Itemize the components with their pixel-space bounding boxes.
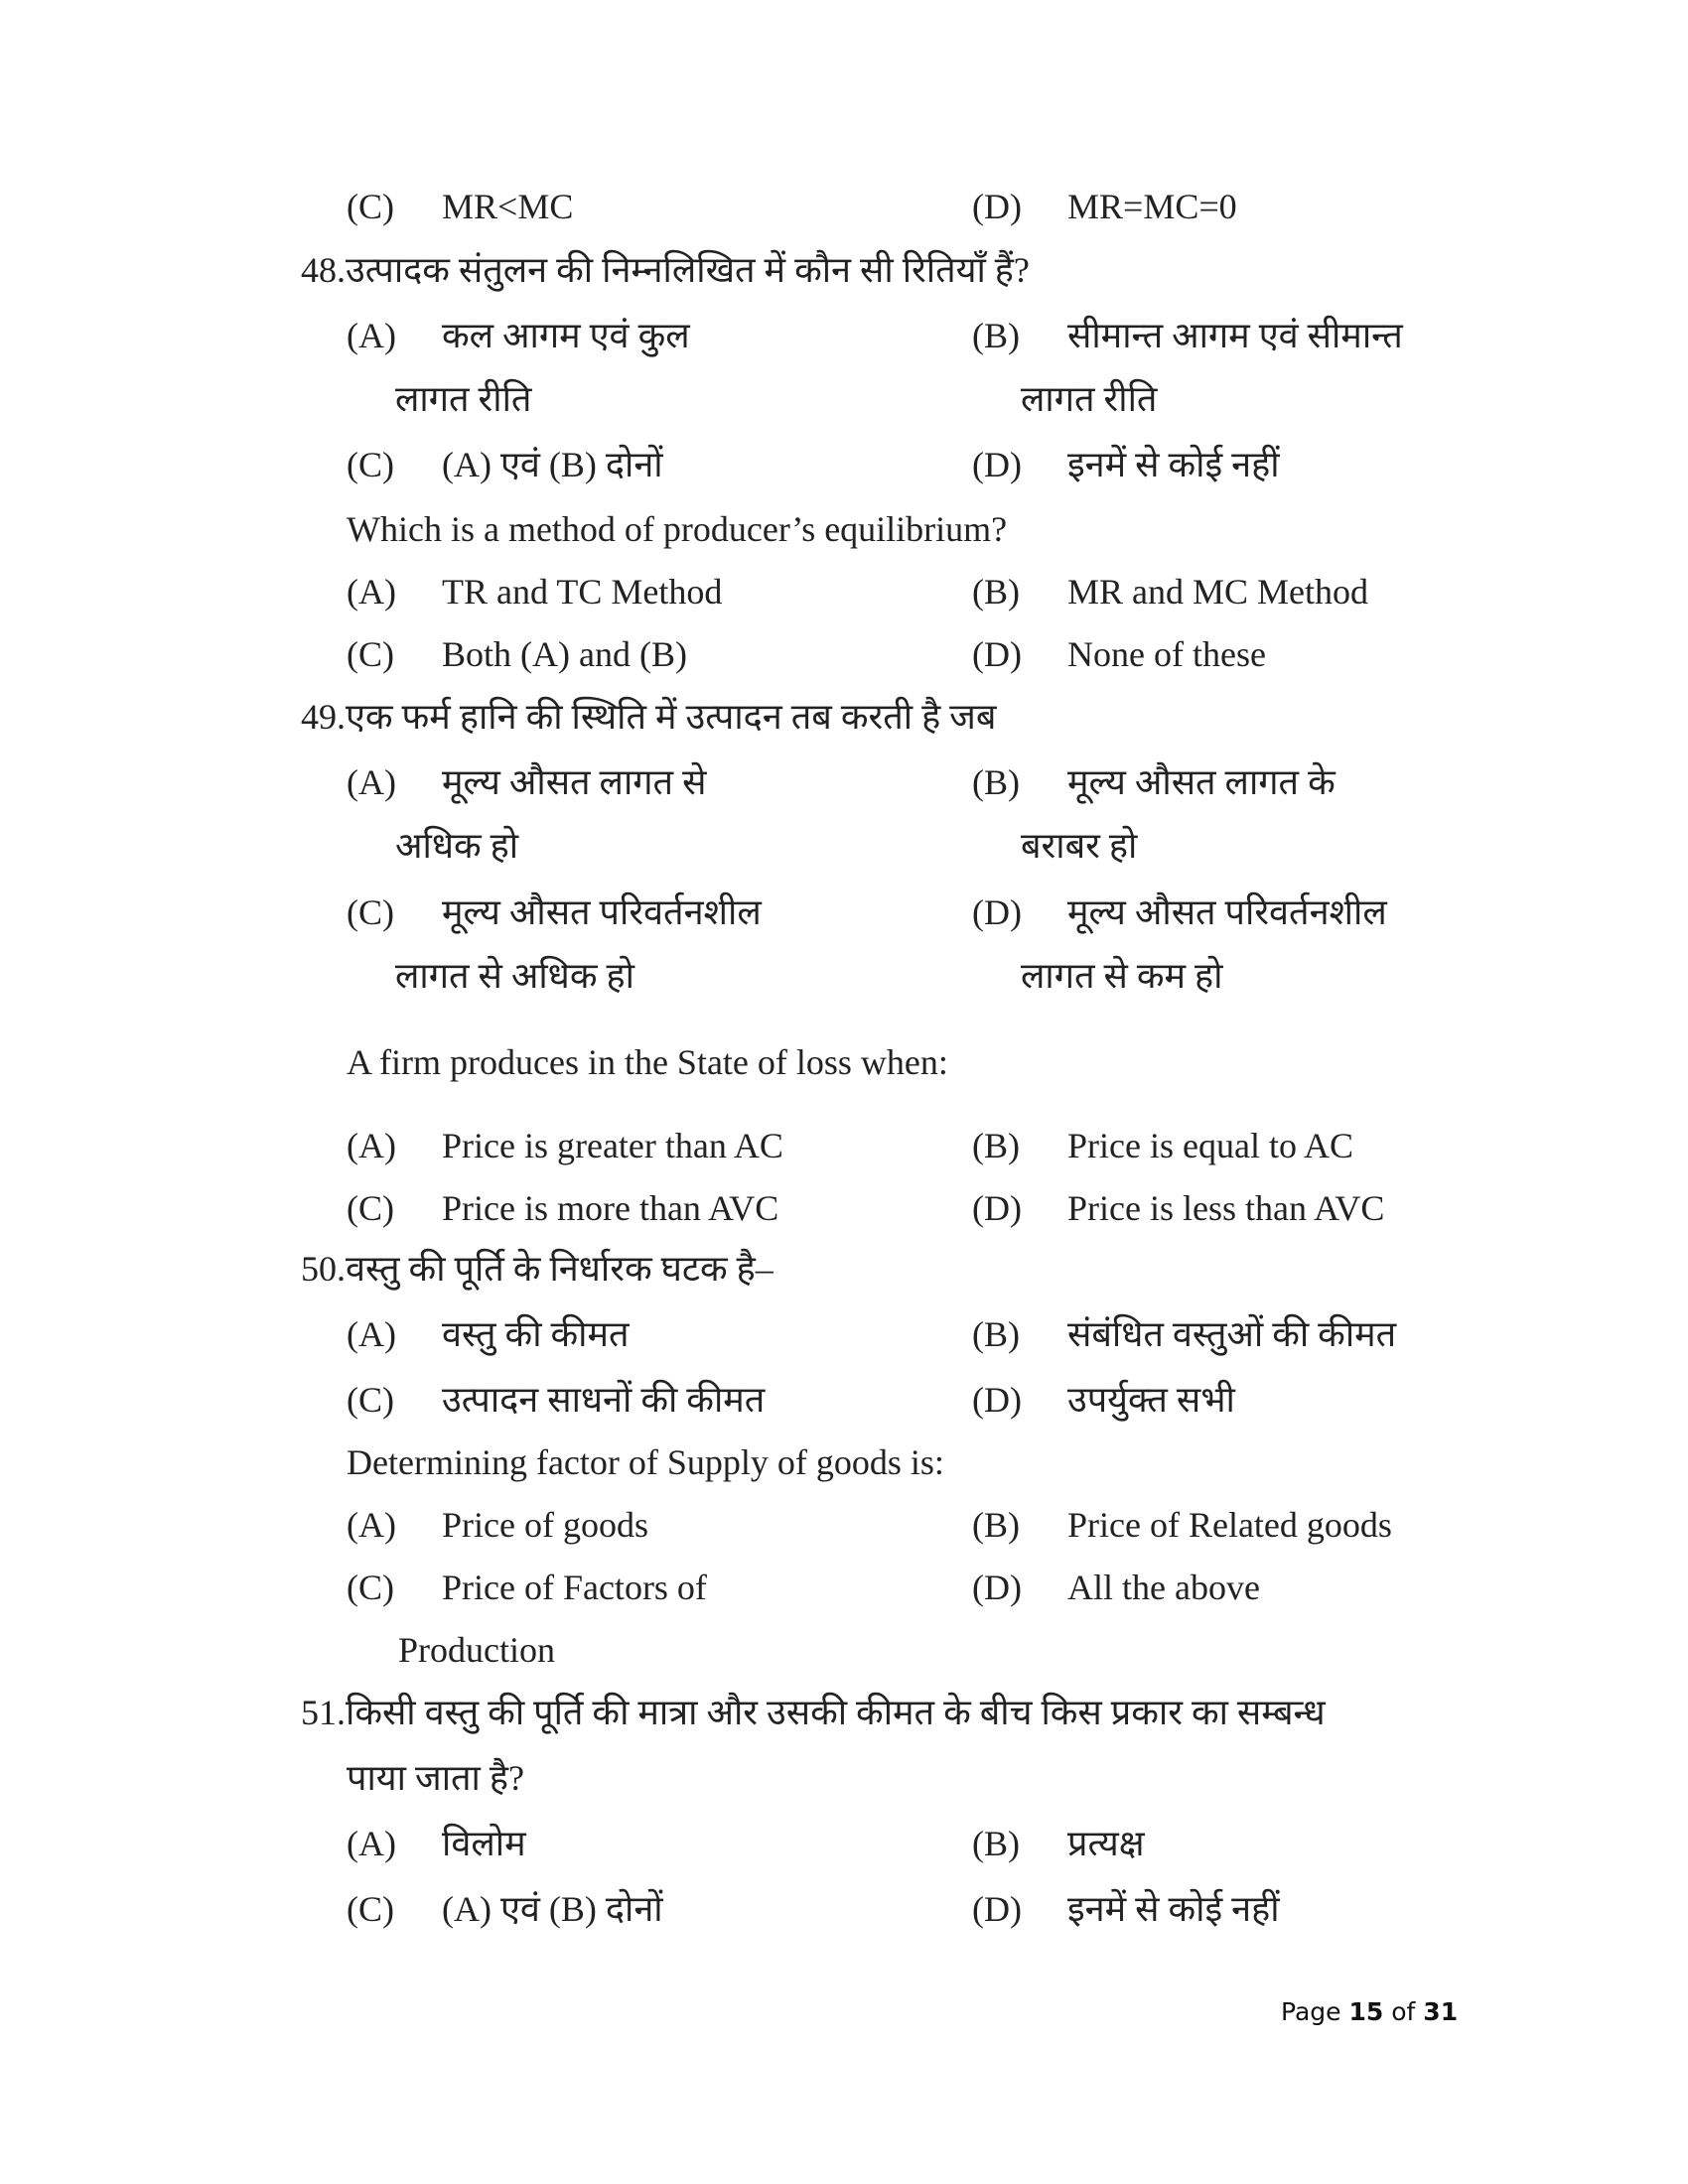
option-letter: (A) [347,316,396,355]
q50-en-option-c [347,1566,707,1609]
option-letter: (D) [972,187,1022,226]
option-letter: (D) [972,1380,1022,1420]
option-text: Price is equal to AC [1067,1126,1353,1165]
q50-hi-option-b [972,1312,1396,1356]
option-letter: (D) [972,634,1022,674]
option-letter: (C) [347,1568,394,1607]
option-text: उपर्युक्त सभी [1067,1380,1235,1420]
of-word: of [1391,1997,1416,2026]
question-49-hindi: 49.एक फर्म हानि की स्थिति में उत्पादन तब करती है जब [301,697,997,737]
option-text: Price of Factors of [442,1568,707,1607]
q50-en-option-d [972,1566,1260,1609]
q49-hi-option-d [972,890,1387,934]
q51-hi-option-b [972,1822,1145,1865]
q48-hi-option-a [347,314,690,357]
option-letter: (D) [972,892,1022,932]
q49-hi-option-b-cont: बराबर हो [1021,826,1138,866]
q50-en-option-c-cont: Production [398,1630,555,1670]
option-letter: (C) [347,1188,394,1228]
option-letter: (C) [347,187,394,226]
option-text: इनमें से कोई नहीं [1067,1889,1280,1929]
question-51-hindi-cont: पाया जाता है? [347,1758,524,1798]
option-text: Price is more than AVC [442,1188,779,1228]
q50-en-option-a [347,1503,648,1547]
total-pages: 31 [1423,1997,1459,2026]
option-text: विलोम [442,1824,526,1863]
option-letter: (C) [347,892,394,932]
option-text: सीमान्त आगम एवं सीमान्त [1067,316,1403,355]
page-footer [1281,1997,1458,2026]
q51-hi-option-c [347,1887,663,1931]
option-letter: (C) [347,634,394,674]
option-letter: (A) [347,1126,396,1165]
question-50-english: Determining factor of Supply of goods is: [347,1442,944,1482]
option-letter: (D) [972,445,1022,484]
option-text: All the above [1067,1568,1260,1607]
option-text: Both (A) and (B) [442,634,687,674]
option-text: (A) एवं (B) दोनों [442,445,663,484]
q48-hi-option-a-cont: लागत रीति [395,379,532,419]
q49-en-option-d [972,1186,1384,1230]
q49-hi-option-c-cont: लागत से अधिक हो [395,956,634,996]
option-text: उत्पादन साधनों की कीमत [442,1380,766,1420]
option-text: प्रत्यक्ष [1067,1824,1145,1863]
q51-hi-option-d [972,1887,1280,1931]
q50-en-option-b [972,1503,1392,1547]
option-text: मूल्य औसत परिवर्तनशील [442,892,762,932]
q48-hi-option-b-cont: लागत रीति [1021,379,1158,419]
option-letter: (B) [972,1126,1020,1165]
option-text: (A) एवं (B) दोनों [442,1889,663,1929]
q50-hi-option-d [972,1378,1235,1422]
q49-en-option-c [347,1186,778,1230]
option-text: कल आगम एवं कुल [442,316,690,355]
option-text: वस्तु की कीमत [442,1314,630,1354]
option-letter: (B) [972,1314,1020,1354]
option-text: Price of goods [442,1505,648,1545]
option-text: मूल्य औसत लागत के [1067,762,1336,802]
q48-en-option-d [972,632,1266,676]
option-letter: (A) [347,572,396,612]
option-letter: (B) [972,316,1020,355]
q50-hi-option-a [347,1312,630,1356]
page-word: Page [1281,1997,1341,2026]
option-d [972,185,1237,228]
option-text: TR and TC Method [442,572,723,612]
option-letter: (A) [347,1314,396,1354]
question-48-english: Which is a method of producer’s equilibrium? [347,509,1008,549]
q48-en-option-a [347,570,722,614]
option-letter: (C) [347,1889,394,1929]
option-text: मूल्य औसत परिवर्तनशील [1067,892,1387,932]
q49-hi-option-c [347,890,762,934]
q51-hi-option-a [347,1822,526,1865]
option-letter: (D) [972,1188,1022,1228]
q49-hi-option-a-cont: अधिक हो [395,826,519,866]
option-text: Price is less than AVC [1067,1188,1385,1228]
q48-hi-option-c [347,443,663,486]
option-text: इनमें से कोई नहीं [1067,445,1280,484]
option-letter: (B) [972,572,1020,612]
page-number: 15 [1348,1997,1384,2026]
option-text: Price of Related goods [1067,1505,1392,1545]
option-text: None of these [1067,634,1266,674]
q49-hi-option-b [972,760,1336,804]
option-text: MR and MC Method [1067,572,1369,612]
q49-en-option-b [972,1124,1353,1167]
q49-hi-option-a [347,760,706,804]
option-letter: (B) [972,1505,1020,1545]
q48-hi-option-b [972,314,1403,357]
question-48-hindi: 48.उत्पादक संतुलन की निम्नलिखित में कौन सी रितियाँ हैं? [301,250,1030,290]
option-c [347,185,573,228]
q48-en-option-c [347,632,687,676]
option-letter: (C) [347,1380,394,1420]
option-letter: (A) [347,1824,396,1863]
option-letter: (A) [347,762,396,802]
question-50-hindi: 50.वस्तु की पूर्ति के निर्धारक घटक है– [301,1249,774,1289]
option-letter: (C) [347,445,394,484]
option-letter: (B) [972,1824,1020,1863]
question-49-english: A firm produces in the State of loss when: [347,1042,948,1082]
q49-hi-option-d-cont: लागत से कम हो [1021,956,1223,996]
option-text: Price is greater than AC [442,1126,783,1165]
q50-hi-option-c [347,1378,765,1422]
option-text: MR=MC=0 [1067,187,1237,226]
option-letter: (B) [972,762,1020,802]
q48-hi-option-d [972,443,1280,486]
q48-en-option-b [972,570,1368,614]
q49-en-option-a [347,1124,783,1167]
option-letter: (D) [972,1568,1022,1607]
option-letter: (D) [972,1889,1022,1929]
question-51-hindi: 51.किसी वस्तु की पूर्ति की मात्रा और उसकी कीमत के बीच किस प्रकार का सम्बन्ध [301,1693,1326,1732]
option-text: MR<MC [442,187,574,226]
option-letter: (A) [347,1505,396,1545]
option-text: मूल्य औसत लागत से [442,762,707,802]
option-text: संबंधित वस्तुओं की कीमत [1067,1314,1397,1354]
